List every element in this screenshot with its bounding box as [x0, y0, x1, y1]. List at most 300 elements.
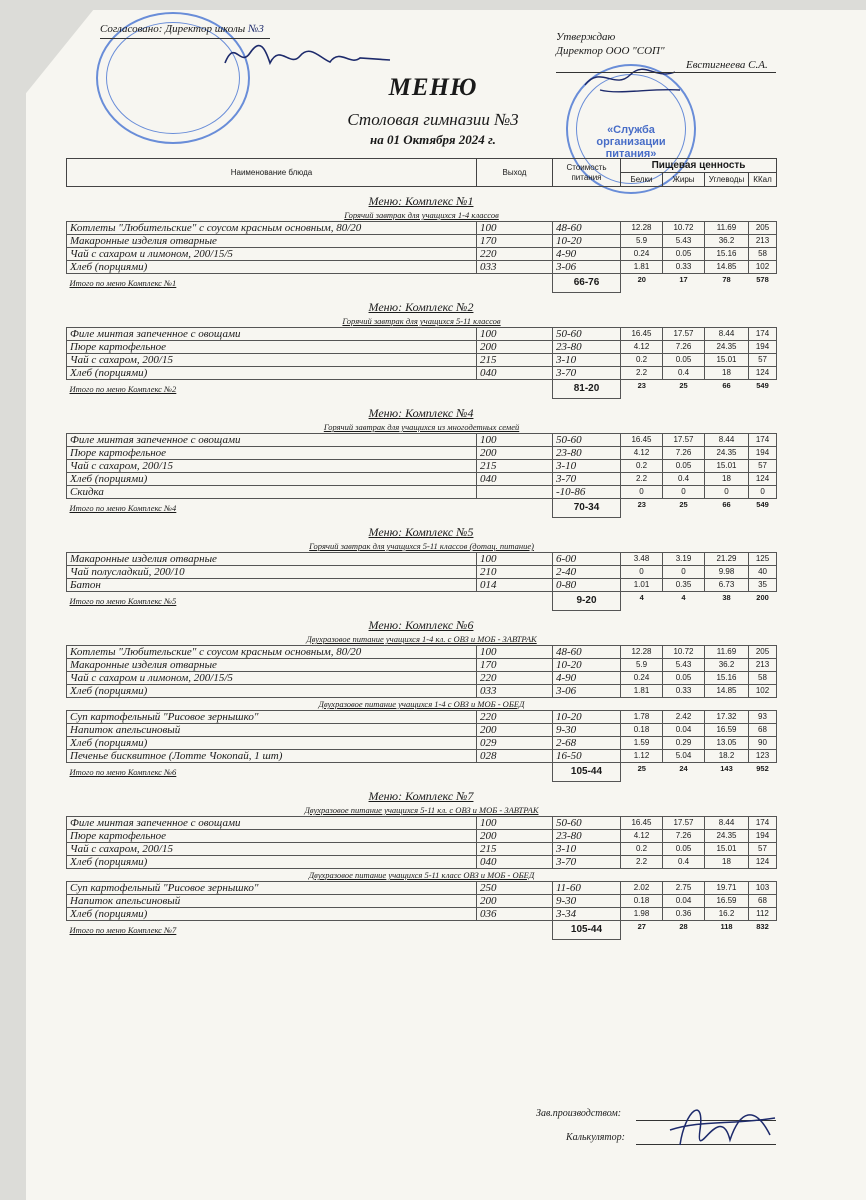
total-row	[67, 274, 777, 293]
complex-title: Меню: Комплекс №4	[368, 406, 474, 420]
dish-carbs: 17.32	[705, 711, 749, 724]
dish-kcal: 194	[749, 341, 777, 354]
dish-carbs: 15.01	[705, 354, 749, 367]
dish-proteins: 1.78	[621, 711, 663, 724]
dish-name: Хлеб (порциями)	[67, 473, 477, 486]
total-label: Итого по меню Комплекс №1	[69, 278, 177, 289]
dish-carbs: 18.2	[705, 750, 749, 763]
dish-fats: 2.75	[663, 882, 705, 895]
dish-fats: 5.04	[663, 750, 705, 763]
dish-price: 48-60	[553, 222, 621, 235]
dish-price: 48-60	[553, 646, 621, 659]
dish-fats: 0.33	[663, 685, 705, 698]
total-row	[67, 921, 777, 940]
table-row	[67, 685, 777, 698]
production-signature	[660, 1090, 780, 1160]
dish-carbs: 21.29	[705, 553, 749, 566]
footer-production	[536, 1108, 621, 1119]
dish-carbs: 13.05	[705, 737, 749, 750]
total-proteins: 27	[637, 922, 646, 931]
dish-price: 3-10	[553, 843, 621, 856]
total-proteins: 4	[639, 593, 644, 602]
dish-fats: 0	[663, 566, 705, 579]
dish-output: 220	[477, 672, 553, 685]
total-price: 66-76	[553, 274, 621, 293]
dish-kcal: 125	[749, 553, 777, 566]
dish-proteins: 1.01	[621, 579, 663, 592]
col-dish: Наименование блюда	[67, 159, 477, 187]
dish-kcal: 205	[749, 222, 777, 235]
dish-name: Чай полусладкий, 200/10	[67, 566, 477, 579]
dish-output: 200	[477, 447, 553, 460]
dish-output: 215	[477, 354, 553, 367]
dish-carbs: 24.35	[705, 341, 749, 354]
table-row	[67, 553, 777, 566]
total-price: 81-20	[553, 380, 621, 399]
table-row	[67, 473, 777, 486]
section-title: Двухразовое питание учащихся 1-4 с ОВЗ и МОБ - ОБЕД	[318, 699, 525, 709]
dish-output: 040	[477, 367, 553, 380]
dish-name: Чай с сахаром и лимоном, 200/15/5	[67, 672, 477, 685]
dish-price: 3-70	[553, 367, 621, 380]
table-row	[67, 579, 777, 592]
footer-calculator	[566, 1132, 625, 1143]
dish-carbs: 18	[705, 856, 749, 869]
dish-price: -10-86	[553, 486, 621, 499]
dish-name: Пюре картофельное	[67, 830, 477, 843]
dish-fats: 0.29	[663, 737, 705, 750]
dish-proteins: 1.59	[621, 737, 663, 750]
table-row	[67, 235, 777, 248]
dish-carbs: 15.16	[705, 248, 749, 261]
dish-output: 200	[477, 341, 553, 354]
dish-proteins: 0.18	[621, 724, 663, 737]
complex-title: Меню: Комплекс №1	[368, 194, 474, 208]
dish-kcal: 213	[749, 235, 777, 248]
approval-right-line1: Утверждаю	[556, 31, 616, 43]
dish-output: 250	[477, 882, 553, 895]
total-price: 105-44	[553, 921, 621, 940]
dish-kcal: 124	[749, 367, 777, 380]
total-proteins: 23	[637, 381, 646, 390]
dish-proteins: 4.12	[621, 830, 663, 843]
dish-proteins: 12.28	[621, 646, 663, 659]
table-row	[67, 486, 777, 499]
dish-kcal: 58	[749, 248, 777, 261]
table-row	[67, 566, 777, 579]
dish-kcal: 213	[749, 659, 777, 672]
approval-left	[100, 22, 264, 36]
dish-output: 170	[477, 659, 553, 672]
dish-price: 9-30	[553, 895, 621, 908]
dish-price: 10-20	[553, 711, 621, 724]
dish-fats: 0.05	[663, 843, 705, 856]
total-price: 105-44	[553, 763, 621, 782]
dish-fats: 0.05	[663, 672, 705, 685]
dish-price: 3-06	[553, 685, 621, 698]
dish-output: 100	[477, 553, 553, 566]
dish-name: Суп картофельный "Рисовое зернышко"	[67, 711, 477, 724]
dish-proteins: 0.2	[621, 460, 663, 473]
dish-fats: 5.43	[663, 659, 705, 672]
section-title: Двухразовое питание учащихся 5-11 класс ОВЗ и МОБ - ОБЕД	[308, 870, 535, 880]
dish-kcal: 102	[749, 685, 777, 698]
dish-proteins: 12.28	[621, 222, 663, 235]
section-title: Горячий завтрак для учащихся 1-4 классов	[344, 210, 499, 220]
dish-proteins: 2.2	[621, 473, 663, 486]
dish-fats: 3.19	[663, 553, 705, 566]
dish-name: Напиток апельсиновый	[67, 724, 477, 737]
dish-kcal: 68	[749, 724, 777, 737]
table-row	[67, 222, 777, 235]
dish-price: 3-10	[553, 460, 621, 473]
table-row	[67, 737, 777, 750]
dish-fats: 0	[663, 486, 705, 499]
dish-carbs: 15.01	[705, 460, 749, 473]
dish-kcal: 57	[749, 843, 777, 856]
dish-name: Хлеб (порциями)	[67, 908, 477, 921]
page-title: МЕНЮ	[388, 74, 478, 101]
dish-price: 10-20	[553, 659, 621, 672]
approval-right	[556, 30, 768, 72]
dish-name: Чай с сахаром, 200/15	[67, 843, 477, 856]
dish-name: Хлеб (порциями)	[67, 685, 477, 698]
dish-price: 23-80	[553, 341, 621, 354]
col-price: Стоимость питания	[553, 159, 621, 187]
column-header-table	[66, 158, 777, 187]
dish-price: 50-60	[553, 328, 621, 341]
complex-title: Меню: Комплекс №6	[368, 618, 474, 632]
dish-proteins: 2.02	[621, 882, 663, 895]
dish-kcal: 174	[749, 817, 777, 830]
total-row	[67, 499, 777, 518]
dish-output: 215	[477, 460, 553, 473]
dish-proteins: 1.98	[621, 908, 663, 921]
total-price: 70-34	[553, 499, 621, 518]
dish-fats: 0.05	[663, 354, 705, 367]
dish-output: 040	[477, 856, 553, 869]
dish-name: Печенье бисквитное (Лотте Чокопай, 1 шт)	[67, 750, 477, 763]
dish-carbs: 36.2	[705, 659, 749, 672]
dish-output: 100	[477, 328, 553, 341]
complex-table	[66, 421, 777, 518]
dish-kcal: 174	[749, 328, 777, 341]
dish-carbs: 19.71	[705, 882, 749, 895]
table-row	[67, 328, 777, 341]
dish-price: 9-30	[553, 724, 621, 737]
dish-fats: 17.57	[663, 817, 705, 830]
dish-carbs: 36.2	[705, 235, 749, 248]
table-row	[67, 711, 777, 724]
dish-fats: 0.4	[663, 473, 705, 486]
dish-kcal: 57	[749, 460, 777, 473]
dish-price: 3-70	[553, 473, 621, 486]
dish-output: 014	[477, 579, 553, 592]
left-signature-line	[100, 38, 270, 39]
dish-kcal: 103	[749, 882, 777, 895]
total-carbs: 38	[722, 593, 731, 602]
dish-fats: 17.57	[663, 434, 705, 447]
total-carbs: 143	[720, 764, 733, 773]
production-label: Зав.производством:	[536, 1108, 622, 1119]
dish-output: 100	[477, 817, 553, 830]
dish-proteins: 16.45	[621, 817, 663, 830]
dish-fats: 0.04	[663, 724, 705, 737]
right-signature-line	[556, 72, 776, 73]
dish-price: 50-60	[553, 817, 621, 830]
page-subtitle: Столовая гимназии №3	[347, 110, 519, 129]
dish-output: 100	[477, 222, 553, 235]
dish-carbs: 6.73	[705, 579, 749, 592]
total-carbs: 78	[722, 275, 731, 284]
table-row	[67, 460, 777, 473]
total-fats: 4	[681, 593, 686, 602]
table-row	[67, 843, 777, 856]
table-row	[67, 895, 777, 908]
dish-kcal: 102	[749, 261, 777, 274]
total-kcal: 200	[756, 593, 769, 602]
dish-name: Филе минтая запеченное с овощами	[67, 817, 477, 830]
col-fats: Жиры	[663, 173, 705, 187]
complex-table	[66, 315, 777, 399]
complex-title: Меню: Комплекс №7	[368, 789, 474, 803]
dish-kcal: 174	[749, 434, 777, 447]
dish-carbs: 24.35	[705, 830, 749, 843]
total-label: Итого по меню Комплекс №4	[69, 503, 177, 514]
menu-content	[66, 158, 776, 940]
dish-fats: 0.05	[663, 248, 705, 261]
dish-output	[477, 486, 553, 499]
table-row	[67, 830, 777, 843]
dish-kcal: 40	[749, 566, 777, 579]
table-row	[67, 817, 777, 830]
approval-left-school: №3	[248, 23, 264, 35]
dish-name: Пюре картофельное	[67, 447, 477, 460]
dish-carbs: 9.98	[705, 566, 749, 579]
total-fats: 25	[679, 381, 688, 390]
dish-name: Чай с сахаром, 200/15	[67, 354, 477, 367]
dish-name: Филе минтая запеченное с овощами	[67, 434, 477, 447]
dish-carbs: 8.44	[705, 817, 749, 830]
total-proteins: 23	[637, 500, 646, 509]
dish-kcal: 68	[749, 895, 777, 908]
dish-carbs: 11.69	[705, 222, 749, 235]
dish-fats: 0.4	[663, 856, 705, 869]
dish-kcal: 194	[749, 830, 777, 843]
total-carbs: 118	[720, 922, 733, 931]
dish-output: 028	[477, 750, 553, 763]
dish-name: Пюре картофельное	[67, 341, 477, 354]
dish-price: 6-00	[553, 553, 621, 566]
table-row	[67, 261, 777, 274]
dish-fats: 5.43	[663, 235, 705, 248]
dish-price: 0-80	[553, 579, 621, 592]
col-kcal: ККал	[749, 173, 777, 187]
dish-fats: 0.4	[663, 367, 705, 380]
dish-price: 10-20	[553, 235, 621, 248]
table-row	[67, 672, 777, 685]
dish-output: 200	[477, 724, 553, 737]
dish-proteins: 0	[621, 486, 663, 499]
dish-output: 100	[477, 434, 553, 447]
dish-output: 033	[477, 261, 553, 274]
col-output: Выход	[477, 159, 553, 187]
dish-kcal: 123	[749, 750, 777, 763]
dish-name: Макаронные изделия отварные	[67, 553, 477, 566]
col-proteins: Белки	[621, 173, 663, 187]
dish-price: 23-80	[553, 830, 621, 843]
total-label: Итого по меню Комплекс №5	[69, 596, 177, 607]
dish-name: Филе минтая запеченное с овощами	[67, 328, 477, 341]
dish-proteins: 1.81	[621, 685, 663, 698]
total-label: Итого по меню Комплекс №7	[69, 925, 177, 936]
dish-fats: 10.72	[663, 222, 705, 235]
dish-fats: 0.04	[663, 895, 705, 908]
dish-output: 170	[477, 235, 553, 248]
dish-price: 50-60	[553, 434, 621, 447]
table-row	[67, 750, 777, 763]
total-carbs: 66	[722, 381, 731, 390]
dish-fats: 0.36	[663, 908, 705, 921]
complex-table	[66, 804, 777, 940]
complex-table	[66, 209, 777, 293]
total-fats: 28	[679, 922, 688, 931]
dish-proteins: 0.2	[621, 843, 663, 856]
complex-title: Меню: Комплекс №5	[368, 525, 474, 539]
dish-price: 3-34	[553, 908, 621, 921]
table-row	[67, 856, 777, 869]
dish-carbs: 15.01	[705, 843, 749, 856]
dish-name: Макаронные изделия отварные	[67, 659, 477, 672]
dish-fats: 0.33	[663, 261, 705, 274]
dish-kcal: 58	[749, 672, 777, 685]
dish-name: Котлеты "Любительские" с соусом красным основным, 80/20	[67, 646, 477, 659]
dish-fats: 17.57	[663, 328, 705, 341]
dish-proteins: 5.9	[621, 235, 663, 248]
dish-price: 4-90	[553, 248, 621, 261]
col-carbs: Углеводы	[705, 173, 749, 187]
dish-proteins: 0	[621, 566, 663, 579]
dish-output: 200	[477, 895, 553, 908]
dish-output: 215	[477, 843, 553, 856]
menu-date: на 01 Октября 2024 г.	[370, 132, 496, 147]
dish-name: Хлеб (порциями)	[67, 261, 477, 274]
dish-output: 033	[477, 685, 553, 698]
total-row	[67, 763, 777, 782]
dish-fats: 2.42	[663, 711, 705, 724]
dish-name: Котлеты "Любительские" с соусом красным основным, 80/20	[67, 222, 477, 235]
total-label: Итого по меню Комплекс №6	[69, 767, 177, 778]
dish-carbs: 18	[705, 367, 749, 380]
dish-name: Хлеб (порциями)	[67, 856, 477, 869]
dish-price: 4-90	[553, 672, 621, 685]
section-title: Двухразовое питание учащихся 1-4 кл. с ОВЗ и МОБ - ЗАВТРАК	[306, 634, 537, 644]
dish-output: 200	[477, 830, 553, 843]
table-row	[67, 882, 777, 895]
dish-proteins: 16.45	[621, 328, 663, 341]
dish-price: 3-06	[553, 261, 621, 274]
dish-carbs: 8.44	[705, 434, 749, 447]
approval-right-line2: Директор ООО "СОП"	[556, 45, 665, 57]
dish-carbs: 0	[705, 486, 749, 499]
dish-name: Напиток апельсиновый	[67, 895, 477, 908]
dish-fats: 7.26	[663, 447, 705, 460]
dish-carbs: 24.35	[705, 447, 749, 460]
total-kcal: 549	[756, 381, 769, 390]
dish-output: 029	[477, 737, 553, 750]
dish-kcal: 93	[749, 711, 777, 724]
dish-price: 3-10	[553, 354, 621, 367]
dish-carbs: 14.85	[705, 685, 749, 698]
dish-proteins: 4.12	[621, 447, 663, 460]
total-kcal: 578	[756, 275, 769, 284]
total-proteins: 25	[637, 764, 646, 773]
dish-proteins: 5.9	[621, 659, 663, 672]
dish-kcal: 124	[749, 473, 777, 486]
section-title: Горячий завтрак для учащихся из многодетных семей	[323, 422, 520, 432]
section-title: Горячий завтрак для учащихся 5-11 классов	[342, 316, 501, 326]
dish-price: 16-50	[553, 750, 621, 763]
table-row	[67, 659, 777, 672]
dish-proteins: 16.45	[621, 434, 663, 447]
dish-carbs: 15.16	[705, 672, 749, 685]
total-fats: 24	[679, 764, 688, 773]
dish-output: 210	[477, 566, 553, 579]
approval-right-name: Евстигнеева С.А.	[686, 59, 768, 71]
dish-price: 2-68	[553, 737, 621, 750]
dish-kcal: 124	[749, 856, 777, 869]
dish-output: 220	[477, 711, 553, 724]
dish-kcal: 35	[749, 579, 777, 592]
total-row	[67, 592, 777, 611]
dish-proteins: 0.2	[621, 354, 663, 367]
company-stamp-text: «Служба организации питания»	[596, 124, 666, 160]
table-row	[67, 248, 777, 261]
dish-proteins: 1.81	[621, 261, 663, 274]
approval-left-text: Согласовано: Директор школы	[100, 23, 246, 35]
dish-output: 220	[477, 248, 553, 261]
table-row	[67, 908, 777, 921]
dish-name: Чай с сахаром, 200/15	[67, 460, 477, 473]
complex-list	[66, 193, 776, 940]
dish-carbs: 16.2	[705, 908, 749, 921]
dish-carbs: 16.59	[705, 895, 749, 908]
complex-table	[66, 633, 777, 782]
total-label: Итого по меню Комплекс №2	[69, 384, 177, 395]
section-title: Горячий завтрак для учащихся 5-11 классов (дотац. питание)	[309, 541, 534, 551]
dish-kcal: 0	[749, 486, 777, 499]
total-proteins: 20	[637, 275, 646, 284]
dish-proteins: 4.12	[621, 341, 663, 354]
dish-kcal: 194	[749, 447, 777, 460]
table-row	[67, 724, 777, 737]
dish-fats: 10.72	[663, 646, 705, 659]
dish-kcal: 90	[749, 737, 777, 750]
table-row	[67, 447, 777, 460]
dish-carbs: 8.44	[705, 328, 749, 341]
complex-table	[66, 540, 777, 611]
dish-price: 23-80	[553, 447, 621, 460]
dish-output: 036	[477, 908, 553, 921]
dish-kcal: 112	[749, 908, 777, 921]
dish-output: 040	[477, 473, 553, 486]
table-row	[67, 354, 777, 367]
dish-price: 3-70	[553, 856, 621, 869]
dish-carbs: 14.85	[705, 261, 749, 274]
dish-proteins: 3.48	[621, 553, 663, 566]
dish-proteins: 0.24	[621, 672, 663, 685]
complex-title: Меню: Комплекс №2	[368, 300, 474, 314]
